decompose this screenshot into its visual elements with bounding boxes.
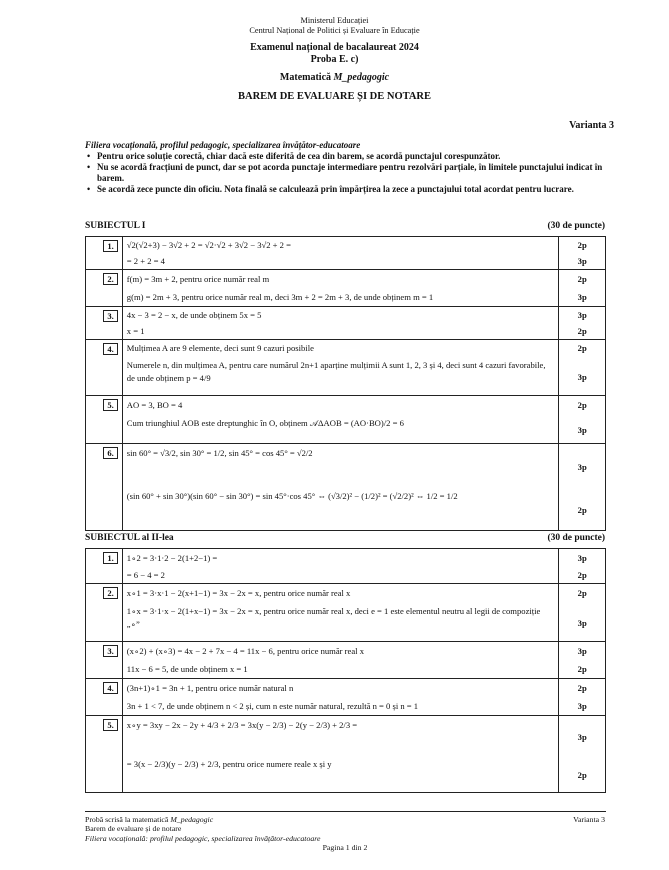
- points-value: 3p: [577, 732, 587, 742]
- solution-line: 3n + 1 < 7, de unde obținem n < 2 și, cum n este număr natural, rezultă n = 0 și n = 1: [126, 701, 419, 711]
- points-value: 2p: [577, 664, 587, 674]
- footer-line-1: [85, 815, 605, 824]
- solution-line: x∘1 = 3·x·1 − 2(x+1−1) = 3x − 2x = x, pentru orice număr real x: [126, 588, 351, 598]
- points-cell: [559, 679, 606, 716]
- footer-filiera: Filiera vocațională: profilul pedagogic, specializarea învățător-educatoare: [85, 833, 321, 843]
- solution-line: √2(√2+3) − 3√2 + 2 = √2·√2 + 3√2 − 3√2 + 2 =: [126, 240, 291, 250]
- points-value: 3p: [577, 462, 587, 472]
- points-value: 3p: [577, 292, 587, 302]
- item-number: 5.: [103, 399, 117, 411]
- points-value: 2p: [577, 770, 587, 780]
- table-row: [86, 642, 606, 679]
- solution-cell: [122, 444, 559, 531]
- footer-variant: Varianta 3: [573, 815, 605, 824]
- points-value: 3p: [577, 310, 587, 320]
- points-value: 2p: [577, 274, 587, 284]
- solution-line: 4x − 3 = 2 − x, de unde obținem 5x = 5: [126, 310, 262, 320]
- points-value: 3p: [577, 701, 587, 711]
- points-cell: [559, 549, 606, 584]
- table-row: [86, 307, 606, 340]
- page-number: Pagina 1 din 2: [322, 843, 368, 853]
- solution-line: (sin 60° + sin 30°)(sin 60° − sin 30°) = sin 45°·cos 45° ⇔ (√3/2)² − (1/2)² = (√2/2)² ⇔ 1/2 = 1/2: [126, 491, 458, 501]
- item-number-cell: [86, 584, 123, 642]
- points-value: 3p: [577, 618, 587, 628]
- rule-item: • Nu se acordă fracțiuni de punct, dar se pot acorda punctaje intermediare pentru rezolvări parțiale, în limitele punctajului indicat în barem.: [85, 162, 615, 184]
- subject-prefix: Matematică: [279, 72, 334, 83]
- solution-cell: [122, 716, 559, 793]
- points-value: 2p: [577, 400, 587, 410]
- solution-line: x∘y = 3xy − 2x − 2y + 4/3 + 2/3 = 3x(y − 2/3) − 2(y − 2/3) + 2/3 =: [126, 720, 358, 730]
- section-2-header: [85, 533, 605, 543]
- solution-cell: [122, 270, 559, 307]
- item-number-cell: [86, 307, 123, 340]
- section-2-table: [85, 548, 606, 793]
- item-number-cell: [86, 679, 123, 716]
- item-number: 4.: [103, 682, 117, 694]
- points-cell: [559, 270, 606, 307]
- footer-divider: [85, 811, 606, 812]
- solution-line: Numerele n, din mulțimea A, pentru care numărul 2n+1 aparține mulțimii A sunt 1, 2, 3 și 4, deci sunt 4 cazuri favorabile, de unde obținem p = 4/9: [126, 360, 546, 383]
- table-row: [86, 396, 606, 444]
- points-value: 3p: [577, 256, 587, 266]
- item-number-cell: [86, 716, 123, 793]
- solution-cell: [122, 584, 559, 642]
- solution-line: 1∘x = 3·1·x − 2(1+x−1) = 3x − 2x = x, pentru orice număr real x, deci e = 1 este elementul neutru al legii de compoziție „∘”: [126, 606, 541, 629]
- table-row: [86, 716, 606, 793]
- points-cell: [559, 340, 606, 396]
- table-row: [86, 679, 606, 716]
- solution-cell: [122, 642, 559, 679]
- points-value: 2p: [577, 588, 587, 598]
- points-value: 2p: [577, 683, 587, 693]
- barem-title: BAREM DE EVALUARE ȘI DE NOTARE: [237, 91, 432, 102]
- item-number-cell: [86, 549, 123, 584]
- table-row: [86, 237, 606, 270]
- solution-line: = 3(x − 2/3)(y − 2/3) + 2/3, pentru orice numere reale x și y: [126, 759, 332, 769]
- points-cell: [559, 584, 606, 642]
- subject-title: [0, 72, 669, 83]
- variant-label: Varianta 3: [569, 120, 614, 131]
- item-number: 2.: [103, 273, 117, 285]
- footer-subject: M_pedagogic: [170, 815, 214, 824]
- points-value: 2p: [577, 343, 587, 353]
- item-number: 3.: [103, 645, 117, 657]
- points-cell: [559, 237, 606, 270]
- grading-rules: [85, 151, 615, 195]
- subject-name: M_pedagogic: [333, 72, 390, 83]
- rule-item: • Se acordă zece puncte din oficiu. Nota finală se calculează prin împărțirea la zece a punctajului total acordat pentru lucrare.: [85, 184, 615, 195]
- item-number: 6.: [103, 447, 117, 459]
- section-2-title: SUBIECTUL al II-lea: [85, 533, 174, 543]
- solution-line: (3n+1)∘1 = 3n + 1, pentru orice număr natural n: [126, 683, 294, 693]
- points-value: 2p: [577, 570, 587, 580]
- points-value: 3p: [577, 646, 587, 656]
- points-cell: [559, 642, 606, 679]
- solution-line: 11x − 6 = 5, de unde obținem x = 1: [126, 664, 248, 674]
- solution-line: Mulțimea A are 9 elemente, deci sunt 9 cazuri posibile: [126, 343, 314, 353]
- solution-cell: [122, 549, 559, 584]
- section-1-table: [85, 236, 606, 531]
- solution-line: = 6 − 4 = 2: [126, 570, 165, 580]
- item-number-cell: [86, 444, 123, 531]
- ministry-name: Ministerul Educației: [300, 16, 369, 25]
- points-value: 3p: [577, 553, 587, 563]
- table-row: [86, 444, 606, 531]
- filiera-label: Filiera vocațională, profilul pedagogic, specializarea învățător-educatoare: [85, 140, 361, 150]
- solution-line: Cum triunghiul AOB este dreptunghic în O, obținem 𝒜ΔAOB = (AO·BO)/2 = 6: [126, 418, 404, 428]
- item-number: 2.: [103, 587, 117, 599]
- points-value: 3p: [577, 372, 587, 382]
- item-number: 4.: [103, 343, 117, 355]
- solution-cell: [122, 237, 559, 270]
- solution-cell: [122, 679, 559, 716]
- points-cell: [559, 307, 606, 340]
- points-value: 3p: [577, 425, 587, 435]
- center-name: Centrul Național de Politici și Evaluare în Educație: [249, 26, 420, 35]
- page-footer: [85, 815, 605, 853]
- exam-title: Examenul național de bacalaureat 2024: [250, 42, 419, 53]
- table-row: [86, 584, 606, 642]
- footer-line-3: [85, 834, 605, 843]
- item-number-cell: [86, 237, 123, 270]
- solution-line: sin 60° = √3/2, sin 30° = 1/2, sin 45° = cos 45° = √2/2: [126, 448, 313, 458]
- item-number: 5.: [103, 719, 117, 731]
- points-value: 2p: [577, 326, 587, 336]
- points-value: 2p: [577, 505, 587, 515]
- item-number-cell: [86, 340, 123, 396]
- solution-line: f(m) = 3m + 2, pentru orice număr real m: [126, 274, 270, 284]
- solution-cell: [122, 340, 559, 396]
- solution-line: x = 1: [126, 326, 145, 336]
- section-1-points: (30 de puncte): [547, 221, 605, 231]
- item-number-cell: [86, 642, 123, 679]
- solution-cell: [122, 307, 559, 340]
- footer-line-2: Barem de evaluare și de notare: [85, 824, 182, 834]
- table-row: [86, 270, 606, 307]
- solution-line: = 2 + 2 = 4: [126, 256, 165, 266]
- section-1-header: [85, 221, 605, 231]
- points-cell: [559, 396, 606, 444]
- section-1-title: SUBIECTUL I: [85, 221, 146, 231]
- footer-prefix: Probă scrisă la matematică: [85, 815, 171, 824]
- item-number-cell: [86, 270, 123, 307]
- rule-item: • Pentru orice soluție corectă, chiar dacă este diferită de cea din barem, se acordă punctajul corespunzător.: [85, 151, 615, 162]
- solution-line: (x∘2) + (x∘3) = 4x − 2 + 7x − 4 = 11x − 6, pentru orice număr real x: [126, 646, 364, 656]
- item-number: 1.: [103, 552, 117, 564]
- proba-title: Proba E. c): [310, 54, 359, 65]
- solution-line: 1∘2 = 3·1·2 − 2(1+2−1) =: [126, 553, 218, 563]
- item-number-cell: [86, 396, 123, 444]
- item-number: 1.: [103, 240, 117, 252]
- points-cell: [559, 716, 606, 793]
- table-row: [86, 549, 606, 584]
- points-cell: [559, 444, 606, 531]
- section-2-points: (30 de puncte): [547, 533, 605, 543]
- table-row: [86, 340, 606, 396]
- points-value: 2p: [577, 240, 587, 250]
- solution-line: g(m) = 2m + 3, pentru orice număr real m, deci 3m + 2 = 2m + 3, de unde obținem m = 1: [126, 292, 434, 302]
- solution-cell: [122, 396, 559, 444]
- ministry-header: [0, 0, 669, 36]
- solution-line: AO = 3, BO = 4: [126, 400, 183, 410]
- item-number: 3.: [103, 310, 117, 322]
